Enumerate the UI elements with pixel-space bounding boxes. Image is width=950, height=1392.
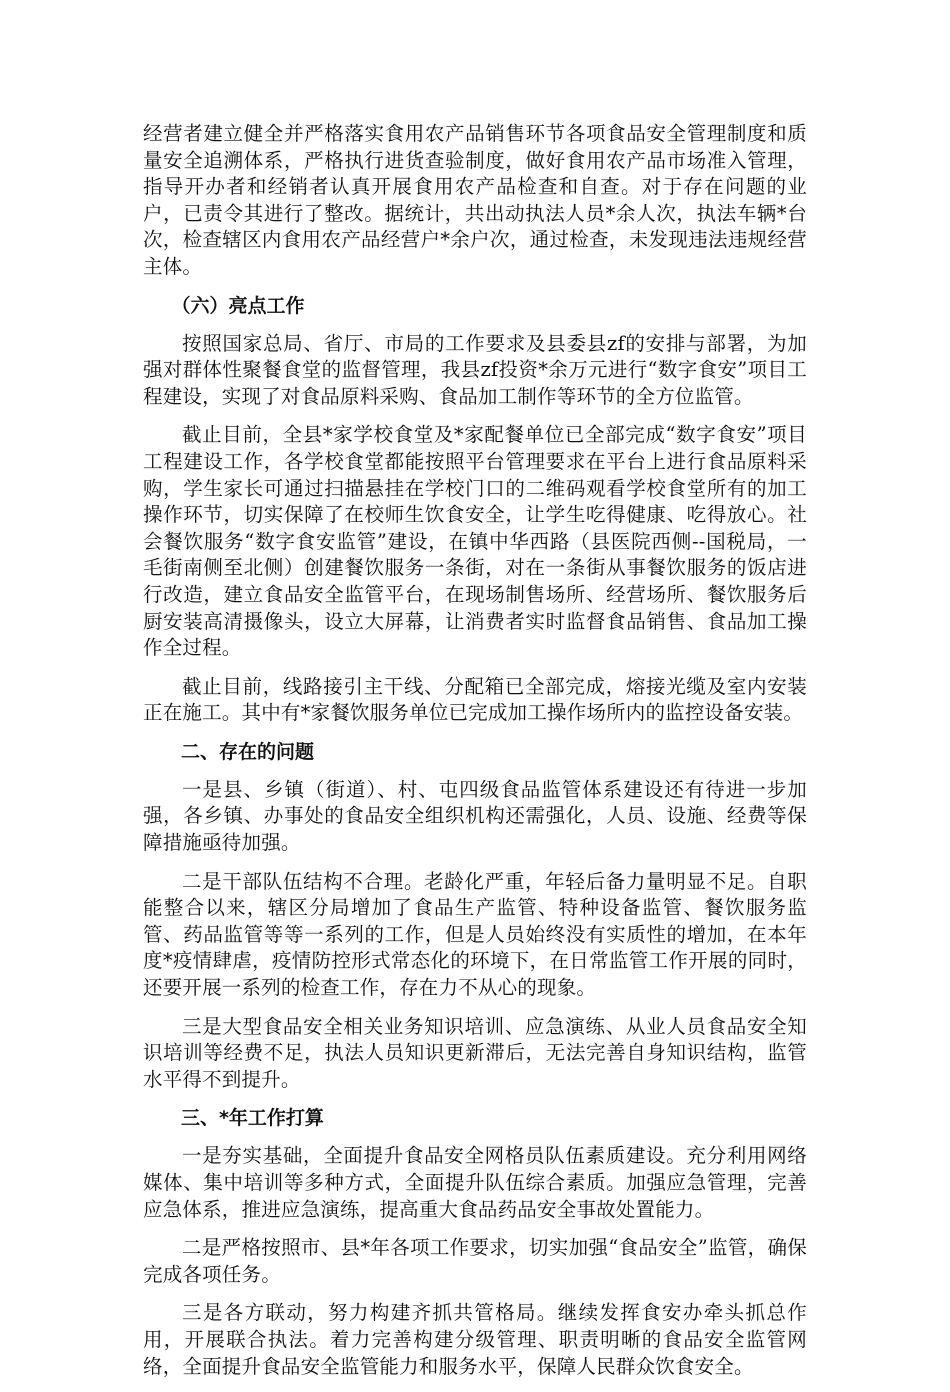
paragraph-problem-three: 三是大型食品安全相关业务知识培训、应急演练、从业人员食品安全知识培训等经费不足，执法人员知识更新滞后，无法完善自身知识结构，监管水平得不到提升。: [143, 1014, 807, 1091]
section-heading-highlights: （六）亮点工作: [171, 294, 305, 317]
section-heading-work-plan: 三、*年工作打算: [181, 1107, 324, 1130]
paragraph-school-canteens-progress: 截止目前，全县*家学校食堂及*家配餐单位已全部完成“数字食安”项目工程建设工作，各学校食堂都能按照平台管理要求在平台上进行食品原料采购，学生家长可通过扫描悬挂在学校门口的二维码观看学校食堂所有的加工操作环节，切实保障了在校师生饮食安全，让学生吃得健康、吃得放心。社会餐饮服务“数字食安监管”建设，在镇中华西路（县医院西侧--国税局，一毛街南侧至北侧）创建餐饮服务一条街，对在一条街从事餐饮服务的饭店进行改造，建立食品安全监管平台，在现场制售场所、经营场所、餐饮服务后厨安装高清摄像头，设立大屏幕，让消费者实时监督食品销售、食品加工操作全过程。: [143, 423, 807, 660]
paragraph-construction-status: 截止目前，线路接引主干线、分配箱已全部完成，熔接光缆及室内安装正在施工。其中有*家餐饮服务单位已完成加工操作场所内的监控设备安装。: [143, 674, 807, 725]
paragraph-plan-one: 一是夯实基础，全面提升食品安全网格员队伍素质建设。充分利用网络媒体、集中培训等多种方式，全面提升队伍综合素质。加强应急管理，完善应急体系，推进应急演练，提高重大食品药品安全事故处置能力。: [143, 1144, 807, 1221]
paragraph-regulation-enforcement: 经营者建立健全并严格落实食用农产品销售环节各项食品安全管理制度和质量安全追溯体系，严格执行进货查验制度，做好食用农产品市场准入管理，指导开办者和经销者认真开展食用农产品检查和自查。对于存在问题的业户，已责令其进行了整改。据统计，共出动执法人员*余人次，执法车辆*台次，检查辖区内食用农产品经营户*余户次，通过检查，未发现违法违规经营主体。: [143, 122, 807, 278]
paragraph-problem-two: 二是干部队伍结构不合理。老龄化严重，年轻后备力量明显不足。自职能整合以来，辖区分局增加了食品生产监管、特种设备监管、餐饮服务监管、药品监管等等一系列的工作，但是人员始终没有实质性的增加，在本年度*疫情肆虐，疫情防控形式常态化的环境下，在日常监管工作开展的同时，还要开展一系列的检查工作，存在力不从心的现象。: [143, 869, 807, 1000]
section-heading-problems: 二、存在的问题: [181, 740, 315, 763]
document-page: [143, 121, 807, 1392]
paragraph-plan-three: 三是各方联动，努力构建齐抓共管格局。继续发挥食安办牵头抓总作用，开展联合执法。着力完善构建分级管理、职责明晰的食品安全监管网络，全面提升食品安全监管能力和服务水平，保障人民群众饮食安全。: [143, 1301, 807, 1378]
paragraph-plan-two: 二是严格按照市、县*年各项工作要求，切实加强“食品安全”监管，确保完成各项任务。: [143, 1236, 807, 1286]
paragraph-problem-one: 一是县、乡镇（街道）、村、屯四级食品监管体系建设还有待进一步加强，各乡镇、办事处的食品安全组织机构还需强化，人员、设施、经费等保障措施亟待加强。: [143, 777, 807, 855]
paragraph-digital-food-safety-project: 按照国家总局、省厅、市局的工作要求及县委县zf的安排与部署，为加强对群体性聚餐食堂的监督管理，我县zf投资*余万元进行“数字食安”项目工程建设，实现了对食品原料采购、食品加工制作等环节的全方位监管。: [143, 331, 807, 408]
